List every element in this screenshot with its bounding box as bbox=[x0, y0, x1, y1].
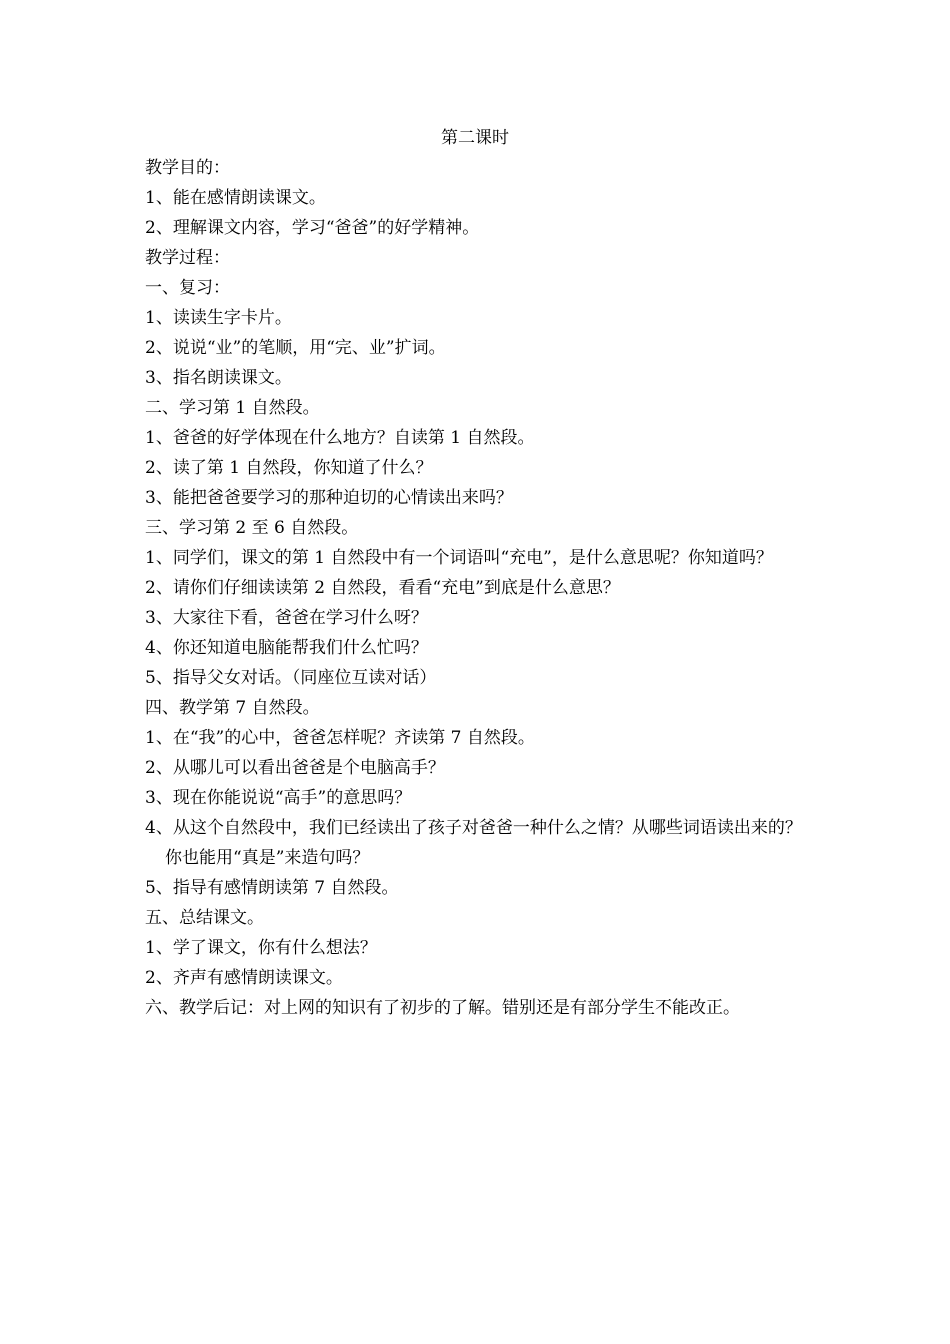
list-item: 5、指导父女对话。（同座位互读对话） bbox=[145, 668, 437, 688]
list-item: 2、请你们仔细读读第 2 自然段，看看“充电”到底是什么意思？ bbox=[145, 578, 620, 598]
list-item: 2、从哪儿可以看出爸爸是个电脑高手？ bbox=[145, 758, 445, 778]
list-item: 1、学了课文，你有什么想法？ bbox=[145, 938, 377, 958]
objective-item-2: 2、理解课文内容，学习“爸爸”的好学精神。 bbox=[145, 218, 480, 238]
document-body bbox=[145, 153, 810, 1023]
list-item: 2、说说“业”的笔顺，用“完、业”扩词。 bbox=[145, 338, 446, 358]
list-item: 2、齐声有感情朗读课文。 bbox=[145, 968, 343, 988]
section-heading-process: 教学过程： bbox=[145, 248, 230, 268]
list-item: 4、你还知道电脑能帮我们什么忙吗？ bbox=[145, 638, 428, 658]
objective-item-1: 1、能在感情朗读课文。 bbox=[145, 188, 326, 208]
list-item: 5、指导有感情朗读第 7 自然段。 bbox=[145, 878, 399, 898]
list-item: 3、大家往下看，爸爸在学习什么呀？ bbox=[145, 608, 428, 628]
list-item: 1、爸爸的好学体现在什么地方？自读第 1 自然段。 bbox=[145, 428, 535, 448]
list-item: 3、现在你能说说“高手”的意思吗？ bbox=[145, 788, 412, 808]
step-heading-summary: 五、总结课文。 bbox=[145, 908, 264, 928]
list-item: 1、读读生字卡片。 bbox=[145, 308, 292, 328]
step-heading-review: 一、复习： bbox=[145, 278, 230, 298]
list-item: 2、读了第 1 自然段，你知道了什么？ bbox=[145, 458, 433, 478]
step-heading-paragraphs-2-6: 三、学习第 2 至 6 自然段。 bbox=[145, 518, 359, 538]
list-item: 4、从这个自然段中，我们已经读出了孩子对爸爸一种什么之情？从哪些词语读出来的？你也能用“真是”来造句吗？ bbox=[145, 818, 802, 868]
step-heading-paragraph-1: 二、学习第 1 自然段。 bbox=[145, 398, 320, 418]
list-item: 1、在“我”的心中，爸爸怎样呢？齐读第 7 自然段。 bbox=[145, 728, 535, 748]
step-heading-paragraph-7: 四、教学第 7 自然段。 bbox=[145, 698, 320, 718]
teaching-notes: 六、教学后记：对上网的知识有了初步的了解。错别还是有部分学生不能改正。 bbox=[145, 998, 740, 1018]
list-item: 1、同学们，课文的第 1 自然段中有一个词语叫“充电”，是什么意思呢？你知道吗？ bbox=[145, 548, 773, 568]
list-item: 3、指名朗读课文。 bbox=[145, 368, 292, 388]
list-item: 3、能把爸爸要学习的那种迫切的心情读出来吗？ bbox=[145, 488, 513, 508]
section-heading-objectives: 教学目的： bbox=[145, 158, 230, 178]
document-title: 第二课时 bbox=[441, 128, 509, 148]
